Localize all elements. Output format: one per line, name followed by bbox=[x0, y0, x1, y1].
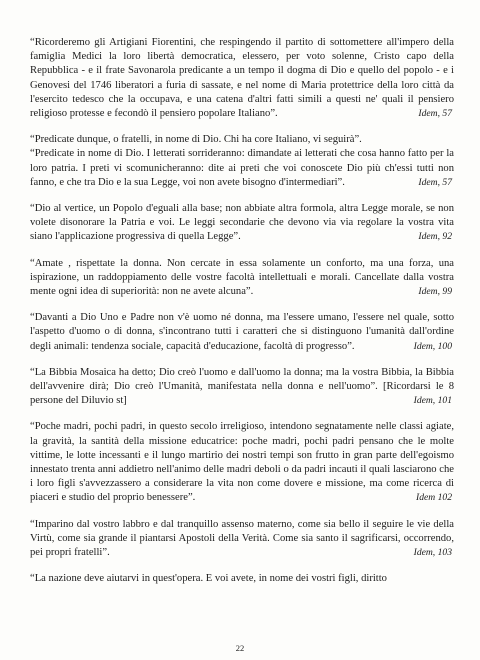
quote-text: “La Bibbia Mosaica ha detto; Dio creò l'uomo e dall'uomo la donna; ma la vostra Bibbia, la Bibbia dell'avvenire dirà; Dio creò l'Umanità, manifestata nella donna e nell'uomo”. [Ricordarsi le 8 persone del Diluvio st] bbox=[30, 366, 454, 407]
quote-list bbox=[30, 36, 454, 587]
quote-paragraph bbox=[30, 133, 454, 147]
quote-text: “Amate , rispettate la donna. Non cercate in essa solamente un conforto, ma una forza, una ispirazione, un raddoppiamento delle vostre facoltà intellettuali e morali. Cancellate dalla vostra mente ogni idea di superiorità: non ne avete alcuna”. bbox=[30, 257, 454, 298]
quote-text: “Poche madri, pochi padri, in questo secolo irreligioso, intendono segnatamente nelle classi agiate, la gravità, la santità della missione educatrice: poche madri, pochi padri pensano che le molte vittime, le lotte incessanti e il lungo martirio dei nostri tempi son frutto in gran parte dell'egoismo innestato trenta anni addietro nell'animo delle madri deboli o da padri incauti il quali lasciarono che i loro figli s'avvezzassero a considerare la vita non come dovere e missione, ma come ricerca di piaceri e studio del proprio benessere”. bbox=[30, 421, 454, 504]
quote-source: Idem, 101 bbox=[413, 395, 452, 407]
quote-paragraph bbox=[30, 366, 454, 409]
quote-source: Idem, 99 bbox=[418, 286, 452, 298]
quote-source: Idem, 57 bbox=[418, 176, 452, 188]
page-number: 22 bbox=[235, 643, 245, 653]
quote-paragraph bbox=[30, 202, 454, 245]
quote-source: Idem, 103 bbox=[413, 547, 452, 559]
quote-text: “Ricorderemo gli Artigiani Fiorentini, che respingendo il partito di sottomettere all'impero della famiglia Medici la loro libertà democratica, elessero, per voto solenne, Cristo capo della Repubblica - e il frate Savonarola predicante a un tempo il dogma di Dio e quello del popolo - e i Genovesi del 1746 liberatori a furia di sassate, e nel nome di Maria protettrice della loro città da l'esercito tedesco che la occupava, e una catena d'altri fatti simili a questi ne' quali il pensiero religioso protesse e fecondò il pensiero popolare Italiano”. bbox=[30, 37, 454, 120]
quote-text: “Predicate dunque, o fratelli, in nome di Dio. Chi ha core Italiano, vi seguirà”. bbox=[30, 134, 362, 146]
quote-source: Idem, 57 bbox=[418, 108, 452, 120]
quote-paragraph bbox=[30, 36, 454, 121]
quote-source: Idem, 100 bbox=[413, 340, 452, 352]
quote-paragraph bbox=[30, 311, 454, 354]
quote-text: “La nazione deve aiutarvi in quest'opera. E voi avete, in nome dei vostri figli, diritto bbox=[30, 573, 387, 585]
quote-text: “Dio al vertice, un Popolo d'eguali alla base; non abbiate altra formola, altra Legge morale, se non volete disonorare la Patria e voi. Le leggi secondarie che devono via via regolare la vostra vita siano l'applicazione progressiva di quella Legge”. bbox=[30, 203, 454, 243]
quote-paragraph bbox=[30, 518, 454, 561]
quote-source: Idem, 92 bbox=[418, 231, 452, 243]
quote-text: “Davanti a Dio Uno e Padre non v'è uomo né donna, ma l'essere umano, l'essere nel quale, sotto l'aspetto d'uomo o di donna, s'incontrano tutti i caratteri che si distinguono l'umanità dall'ordine degli animali: tendenza sociale, capacità d'educazione, facoltà di progresso”. bbox=[30, 312, 454, 352]
quote-text: “Predicate in nome di Dio. I letterati sorrideranno: dimandate ai letterati che cosa hanno fatto per la loro patria. I preti vi scomunicheranno: dite ai preti che voi conoscete Dio più ch'essi tutti non fanno, e che tra Dio e la sua Legge, voi non avete bisogno d'intermediari”. bbox=[30, 148, 454, 188]
quote-paragraph bbox=[30, 420, 454, 505]
quote-paragraph bbox=[30, 147, 454, 190]
quote-paragraph bbox=[30, 257, 454, 300]
quote-text: “Imparino dal vostro labbro e dal tranquillo assenso materno, come sia bello il seguire le vie della Virtù, come sia grande il piantarsi Apostoli della Verità. Come sia santo il sagrificarsi, occorrendo, pei propri fratelli”. bbox=[30, 518, 454, 559]
quote-paragraph bbox=[30, 572, 454, 586]
quote-source: Idem 102 bbox=[416, 492, 452, 504]
